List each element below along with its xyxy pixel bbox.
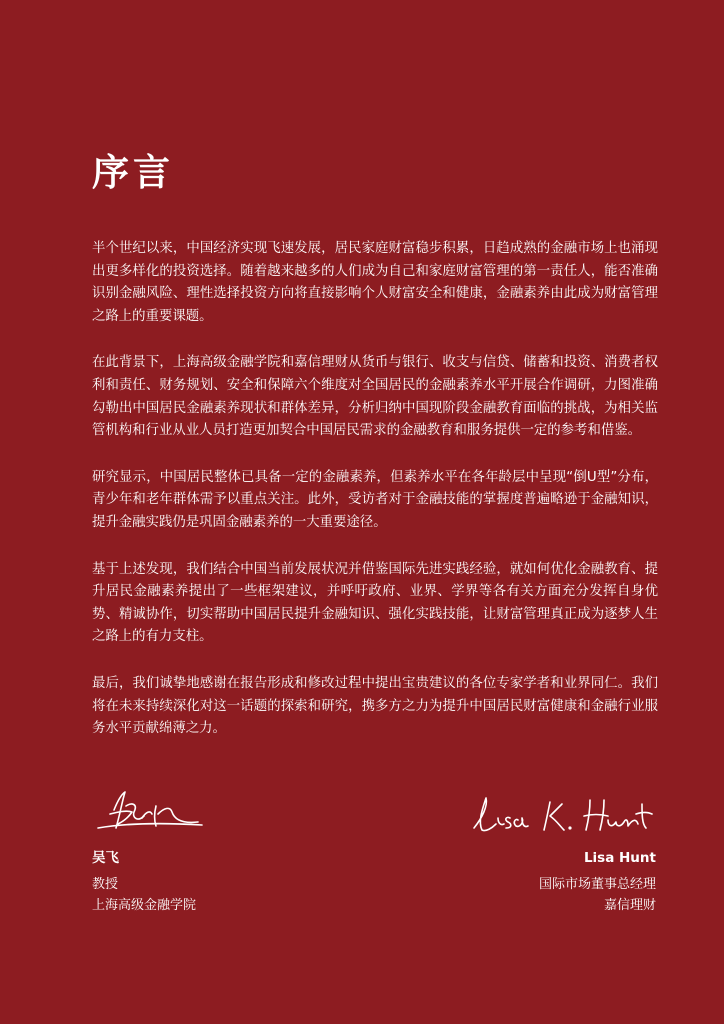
signatory-name: 吴飞	[92, 850, 119, 866]
signatory-title: 教授	[92, 877, 119, 892]
paragraph-2: 在此背景下，上海高级金融学院和嘉信理财从货币与银行、收支与信贷、储蓄和投资、消费者权利和责任、财务规划、安全和保障六个维度对全国居民的金融素养水平开展合作调研，力图准确勾勒出中国居民金融素养现状和群体差异，分析归纳中国现阶段金融教育面临的挑战，为相关监管机构和行业从业人员打造更加契合中国居民需求的金融教育和服务提供一定的参考和借鉴。	[92, 355, 658, 439]
paragraph-4: 基于上述发现，我们结合中国当前发展状况并借鉴国际先进实践经验，就如何优化金融教育、提升居民金融素养提出了一些框架建议，并呼吁政府、业界、学界等各有关方面充分发挥自身优势、精诚协作，切实帮助中国居民提升金融知识、强化实践技能，让财富管理真正成为逐梦人生之路上的有力支柱。	[92, 561, 658, 645]
paragraph-5: 最后，我们诚挚地感谢在报告形成和修改过程中提出宝贵建议的各位专家学者和业界同仁。我们将在未来持续深化对这一话题的探索和研究，携多方之力为提升中国居民财富健康和金融行业服务水平贡献绵薄之力。	[92, 675, 658, 737]
signatory-organization: 上海高级金融学院	[92, 898, 197, 913]
handwritten-signature-lisa-hunt	[466, 788, 656, 840]
signature-block-right	[416, 788, 656, 916]
handwritten-signature-wu-fei	[92, 788, 212, 840]
paragraph-1: 半个世纪以来，中国经济实现飞速发展，居民家庭财富稳步积累，日趋成熟的金融市场上也涌现出更多样化的投资选择。随着越来越多的人们成为自己和家庭财富管理的第一责任人，能否准确识别金融风险、理性选择投资方向将直接影响个人财富安全和健康，金融素养由此成为财富管理之路上的重要课题。	[92, 241, 658, 324]
signatory-name: Lisa Hunt	[583, 850, 656, 866]
preface-body	[92, 238, 658, 765]
signature-block-left	[92, 788, 312, 916]
paragraph-3: 研究显示，中国居民整体已具备一定的金融素养，但素养水平在各年龄层中呈现“倒U型”分布，青少年和老年群体需予以重点关注。此外，受访者对于金融技能的掌握度普遍略逊于金融知识，提升金融实践仍是巩固金融素养的一大重要途径。	[92, 469, 658, 530]
page-title: 序言	[92, 151, 174, 194]
signatory-title: 国际市场董事总经理	[538, 877, 656, 892]
signatory-organization: 嘉信理财	[603, 898, 656, 913]
